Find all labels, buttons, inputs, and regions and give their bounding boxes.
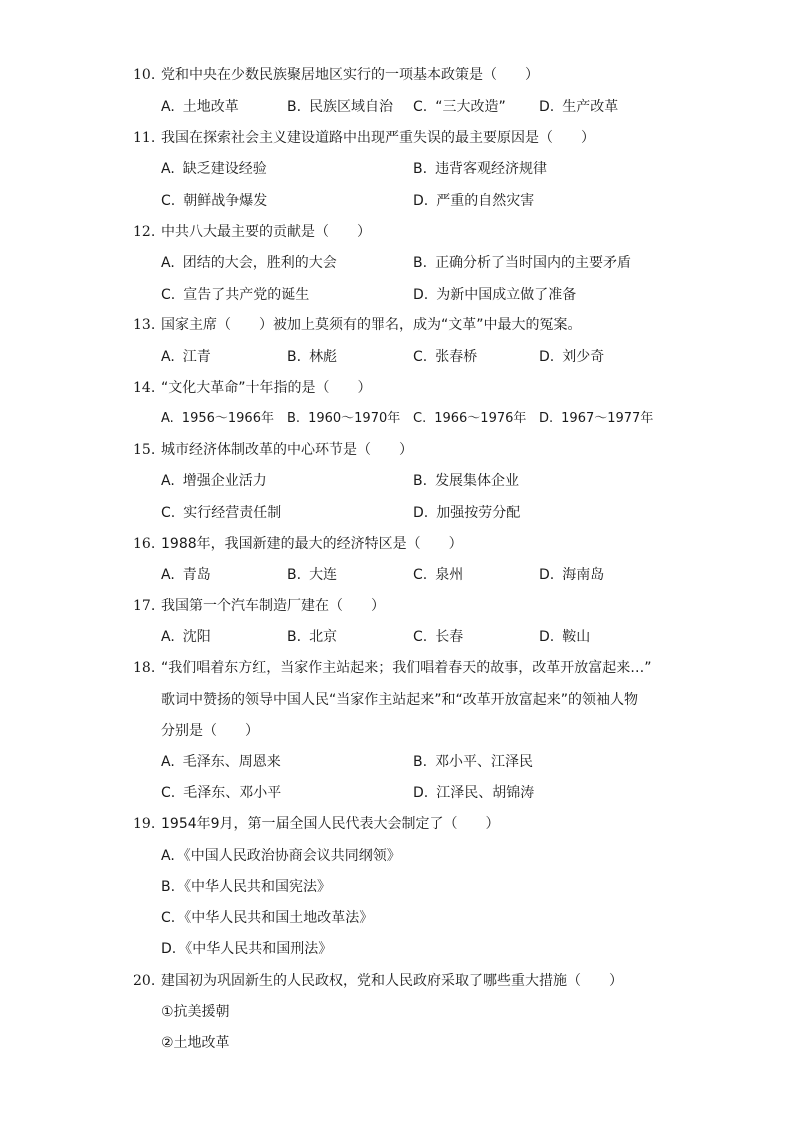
question-text: 1954年9月，第一届全国人民代表大会制定了（ ）	[161, 816, 500, 832]
question-stem	[133, 657, 693, 679]
option-b: B. 违背客观经济规律	[413, 161, 548, 177]
option-a: A. 青岛	[161, 567, 211, 583]
question-text: 党和中央在少数民族聚居地区实行的一项基本政策是（ ）	[161, 67, 539, 83]
option-c: C. 泉州	[413, 567, 464, 583]
question-stem	[133, 439, 693, 461]
option-c: C. “三大改造”	[413, 99, 506, 115]
question-text: 国家主席（ ）被加上莫须有的罪名，成为“文革”中最大的冤案。	[161, 317, 582, 333]
question-text: 建国初为巩固新生的人民政权，党和人民政府采取了哪些重大措施（ ）	[161, 973, 623, 989]
option-b: B. 发展集体企业	[413, 473, 520, 489]
question-text: 1988年，我国新建的最大的经济特区是（ ）	[161, 536, 463, 552]
question-number: 13.	[133, 317, 156, 333]
question-stem	[133, 813, 693, 835]
option-d: D. 严重的自然灾害	[413, 193, 535, 209]
option-c: C. 宣告了共产党的诞生	[161, 287, 310, 303]
question-stem	[133, 533, 693, 555]
question-text: 城市经济体制改革的中心环节是（ ）	[161, 442, 413, 458]
question-stem	[133, 595, 693, 617]
option-b: B. 正确分析了当时国内的主要矛盾	[413, 255, 632, 271]
option-c: C. 毛泽东、邓小平	[161, 785, 282, 801]
option-d: D. 海南岛	[539, 567, 605, 583]
question-stem	[133, 377, 693, 399]
question-text: “我们唱着东方红，当家作主站起来；我们唱着春天的故事，改革开放富起来…”	[161, 660, 652, 676]
question-stem	[133, 127, 693, 149]
option-a: A. 《中国人民政治协商会议共同纲领》	[161, 848, 401, 864]
question-text: 中共八大最主要的贡献是（ ）	[161, 224, 371, 240]
option-a: A. 沈阳	[161, 629, 211, 645]
question-number: 19.	[133, 816, 156, 832]
list-item: ①抗美援朝	[161, 1004, 230, 1020]
question-text: 我国在探索社会主义建设道路中出现严重失误的最主要原因是（ ）	[161, 130, 595, 146]
option-c: C. 长春	[413, 629, 464, 645]
question-text: 我国第一个汽车制造厂建在（ ）	[161, 598, 385, 614]
option-b: B. 民族区域自治	[287, 99, 394, 115]
option-d: D. 生产改革	[539, 99, 619, 115]
question-text-continued: 歌词中赞扬的领导中国人民“当家作主站起来”和“改革开放富起来”的领袖人物	[161, 692, 639, 708]
option-c: C. 张春桥	[413, 349, 478, 365]
option-b: B. 林彪	[287, 349, 338, 365]
option-d: D. 为新中国成立做了准备	[413, 287, 577, 303]
question-number: 16.	[133, 536, 156, 552]
option-d: D. 加强按劳分配	[413, 505, 521, 521]
list-item: ②土地改革	[161, 1035, 230, 1051]
question-number: 10.	[133, 67, 156, 83]
option-a: A. 毛泽东、周恩来	[161, 754, 281, 770]
question-stem	[133, 970, 693, 992]
option-a: A. 江青	[161, 349, 211, 365]
option-c: C. 朝鲜战争爆发	[161, 193, 268, 209]
question-stem	[133, 314, 693, 336]
question-stem	[133, 221, 693, 243]
option-a: A. 土地改革	[161, 99, 239, 115]
question-number: 14.	[133, 380, 156, 396]
option-c: C. 1966～1976年	[413, 411, 527, 426]
question-number: 15.	[133, 442, 156, 458]
question-text-continued: 分别是（ ）	[161, 723, 259, 739]
option-c: C. 实行经营责任制	[161, 505, 282, 521]
option-b: B. 《中华人民共和国宪法》	[161, 879, 332, 895]
question-stem	[133, 64, 693, 86]
option-d: D. 《中华人民共和国刑法》	[161, 941, 333, 957]
question-number: 18.	[133, 660, 156, 676]
question-number: 20.	[133, 973, 156, 989]
option-a: A. 1956～1966年	[161, 411, 274, 426]
option-d: D. 刘少奇	[539, 349, 605, 365]
option-d: D. 鞍山	[539, 629, 591, 645]
option-d: D. 1967～1977年	[539, 411, 654, 426]
option-a: A. 缺乏建设经验	[161, 161, 267, 177]
option-c: C. 《中华人民共和国土地改革法》	[161, 910, 374, 926]
option-b: B. 1960～1970年	[287, 411, 401, 426]
option-a: A. 团结的大会，胜利的大会	[161, 255, 337, 271]
option-b: B. 北京	[287, 629, 338, 645]
question-number: 11.	[133, 130, 156, 146]
option-b: B. 邓小平、江泽民	[413, 754, 534, 770]
question-number: 12.	[133, 224, 156, 240]
option-b: B. 大连	[287, 567, 338, 583]
option-a: A. 增强企业活力	[161, 473, 267, 489]
question-number: 17.	[133, 598, 156, 614]
question-text: “文化大革命”十年指的是（ ）	[161, 380, 372, 396]
option-d: D. 江泽民、胡锦涛	[413, 785, 535, 801]
